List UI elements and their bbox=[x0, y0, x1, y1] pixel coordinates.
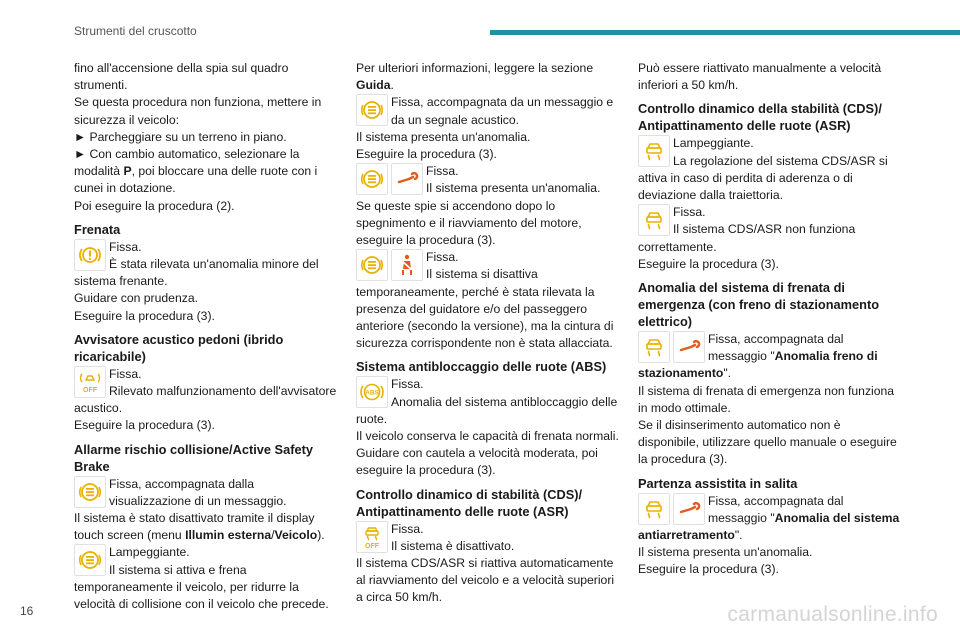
collision-alert-icon bbox=[356, 94, 388, 126]
section-heading-allarme: Allarme rischio collisione/Active Safety Brake bbox=[74, 441, 313, 474]
warning-block bbox=[356, 521, 620, 555]
text: / bbox=[271, 528, 275, 543]
text: Il sistema si attiva e frena temporaneamente il veicolo, per ridurre la velocità di collisione con il veicolo che precede. bbox=[74, 562, 329, 612]
abs-icon-label: ABS bbox=[365, 389, 379, 397]
paragraph: Eseguire la procedura (3). bbox=[356, 147, 497, 162]
bold-text: Illumin esterna bbox=[185, 528, 272, 543]
wrench-icon bbox=[673, 331, 705, 363]
paragraph bbox=[356, 60, 620, 94]
esp-skid-icon bbox=[638, 331, 670, 363]
bold-text: Anomalia del sistema antiarretramento bbox=[638, 510, 900, 543]
paragraph: ► Parcheggiare su un terreno in piano. bbox=[74, 129, 287, 144]
page-number: 16 bbox=[20, 604, 34, 618]
column-1 bbox=[74, 60, 338, 613]
section-heading-emergency-brake: Anomalia del sistema di frenata di emergenza (con freno di stazionamento elettrico) bbox=[638, 280, 880, 330]
header-accent-bar bbox=[490, 30, 960, 35]
warning-block bbox=[638, 493, 902, 545]
esp-off-icon bbox=[356, 521, 388, 553]
warning-block bbox=[74, 476, 338, 510]
warning-block bbox=[638, 204, 902, 256]
text: ". bbox=[734, 528, 743, 543]
collision-alert-icon bbox=[356, 249, 388, 281]
text: Fissa, accompagnata dalla visualizzazione di un messaggio. bbox=[109, 476, 287, 508]
section-heading-cds: Controllo dinamico di stabilità (CDS)/ Antipattinamento delle ruote (ASR) bbox=[356, 486, 583, 519]
text: , poi bloccare una delle ruote con i cunei in dotazione. bbox=[74, 164, 318, 196]
paragraph: Se queste spie si accendono dopo lo spegnimento e il riavviamento del motore, eseguire la procedura (3). bbox=[356, 198, 582, 248]
wrench-icon bbox=[673, 493, 705, 525]
esp-skid-icon bbox=[638, 135, 670, 167]
text: Anomalia del sistema antibloccaggio delle ruote. bbox=[356, 394, 618, 426]
paragraph bbox=[74, 146, 338, 198]
paragraph: Guidare con prudenza. bbox=[74, 291, 198, 306]
collision-alert-icon bbox=[74, 476, 106, 508]
svg-text:OFF: OFF bbox=[83, 386, 97, 394]
bold-text: Guida bbox=[356, 78, 391, 93]
paragraph: Il sistema di frenata di emergenza non funziona in modo ottimale. bbox=[638, 383, 895, 415]
brake-warning-icon bbox=[74, 239, 106, 271]
warning-block bbox=[356, 94, 620, 128]
text: Il sistema è stato disattivato tramite il display touch screen (menu bbox=[74, 511, 315, 543]
paragraph: Eseguire la procedura (3). bbox=[638, 256, 779, 271]
text: È stata rilevata un'anomalia minore del sistema frenante. bbox=[74, 257, 319, 289]
seatbelt-icon bbox=[391, 249, 423, 281]
text: Fissa. bbox=[673, 205, 706, 220]
text: ). bbox=[317, 528, 325, 543]
warning-block bbox=[74, 239, 338, 291]
warning-block bbox=[74, 544, 338, 613]
text: Rilevato malfunzionamento dell'avvisatore acustico. bbox=[74, 384, 337, 416]
section-heading-hill-start: Partenza assistita in salita bbox=[638, 475, 798, 491]
text: Il sistema presenta un'anomalia. bbox=[426, 181, 601, 196]
column-2 bbox=[356, 60, 620, 607]
paragraph: Può essere riattivato manualmente a velocità inferiori a 50 km/h. bbox=[638, 61, 882, 93]
paragraph: Il veicolo conserva le capacità di frenata normali. Guidare con cautela a velocità moderata, poi eseguire la procedura (3). bbox=[356, 429, 619, 478]
abs-icon bbox=[356, 376, 388, 408]
paragraph: Eseguire la procedura (3). bbox=[74, 308, 215, 323]
wrench-icon bbox=[391, 163, 423, 195]
text: La regolazione del sistema CDS/ASR si attiva in caso di perdita di aderenza o di deviazione dalla traiettoria. bbox=[638, 153, 888, 203]
section-heading-frenata: Frenata bbox=[74, 221, 121, 237]
column-3 bbox=[638, 60, 902, 579]
section-heading-avvisatore: Avvisatore acustico pedoni (ibrido ricaricabile) bbox=[74, 331, 284, 364]
text: Fissa. bbox=[391, 521, 424, 536]
warning-block bbox=[638, 135, 902, 204]
esp-off-label: OFF bbox=[365, 542, 379, 550]
text: Il sistema è disattivato. bbox=[391, 538, 515, 553]
bold-text: Anomalia freno di stazionamento bbox=[638, 349, 878, 381]
warning-block bbox=[356, 163, 620, 197]
paragraph: Poi eseguire la procedura (2). bbox=[74, 198, 235, 213]
text: Fissa. bbox=[391, 377, 424, 392]
page-header-title: Strumenti del cruscotto bbox=[74, 24, 197, 38]
section-heading-cds-2: Controllo dinamico della stabilità (CDS)/ Antipattinamento delle ruote (ASR) bbox=[638, 101, 882, 134]
warning-block bbox=[74, 366, 338, 418]
text: . bbox=[390, 78, 394, 93]
bold-text: Veicolo bbox=[274, 528, 318, 543]
text: ► Con cambio automatico, selezionare la modalità bbox=[74, 147, 300, 179]
paragraph: fino all'accensione della spia sul quadro strumenti. bbox=[74, 61, 289, 93]
text: Lampeggiante. bbox=[673, 136, 754, 151]
text: Per ulteriori informazioni, leggere la sezione bbox=[356, 61, 594, 75]
collision-alert-icon bbox=[356, 163, 388, 195]
paragraph: Se questa procedura non funziona, mettere in sicurezza il veicolo: bbox=[74, 95, 322, 127]
paragraph bbox=[74, 510, 338, 544]
warning-block bbox=[356, 249, 620, 352]
paragraph: Se il disinserimento automatico non è disponibile, utilizzare quello manuale o eseguire la procedura (3). bbox=[638, 418, 897, 467]
text: ". bbox=[723, 366, 732, 381]
section-heading-abs: Sistema antibloccaggio delle ruote (ABS) bbox=[356, 359, 607, 375]
warning-block bbox=[356, 376, 620, 428]
text: Il sistema CDS/ASR non funziona correttamente. bbox=[638, 222, 856, 254]
esp-skid-icon bbox=[638, 493, 670, 525]
text: Fissa. bbox=[109, 366, 142, 381]
watermark: carmanualsonline.info bbox=[727, 603, 938, 626]
paragraph: Il sistema presenta un'anomalia. bbox=[356, 129, 531, 144]
text: Fissa. bbox=[109, 239, 142, 254]
text: Fissa, accompagnata dal messaggio " bbox=[708, 493, 844, 525]
paragraph: Eseguire la procedura (3). bbox=[74, 418, 215, 433]
text: Fissa, accompagnata da un messaggio e da un segnale acustico. bbox=[391, 95, 614, 127]
text: Fissa. bbox=[426, 250, 459, 265]
paragraph: Eseguire la procedura (3). bbox=[638, 562, 779, 577]
bold-text: P bbox=[123, 164, 132, 179]
esp-skid-icon bbox=[638, 204, 670, 236]
pedestrian-alert-off-icon bbox=[74, 366, 106, 398]
paragraph: Il sistema CDS/ASR si riattiva automaticamente al riavviamento del veicolo e a velocità superiori a circa 50 km/h. bbox=[356, 556, 615, 605]
warning-block bbox=[638, 331, 902, 383]
paragraph: Il sistema presenta un'anomalia. bbox=[638, 545, 813, 560]
text: Lampeggiante. bbox=[109, 545, 190, 560]
text: Il sistema si disattiva temporaneamente, perché è stata rilevata la presenza del guidatore e/o del passeggero anteriore (secondo la versione), ma la cintura di sicurezza corrispondente non è stata allacciata. bbox=[356, 267, 614, 351]
text: Fissa, accompagnata dal messaggio " bbox=[708, 332, 844, 364]
text: Fissa. bbox=[426, 164, 459, 179]
collision-alert-icon bbox=[74, 544, 106, 576]
